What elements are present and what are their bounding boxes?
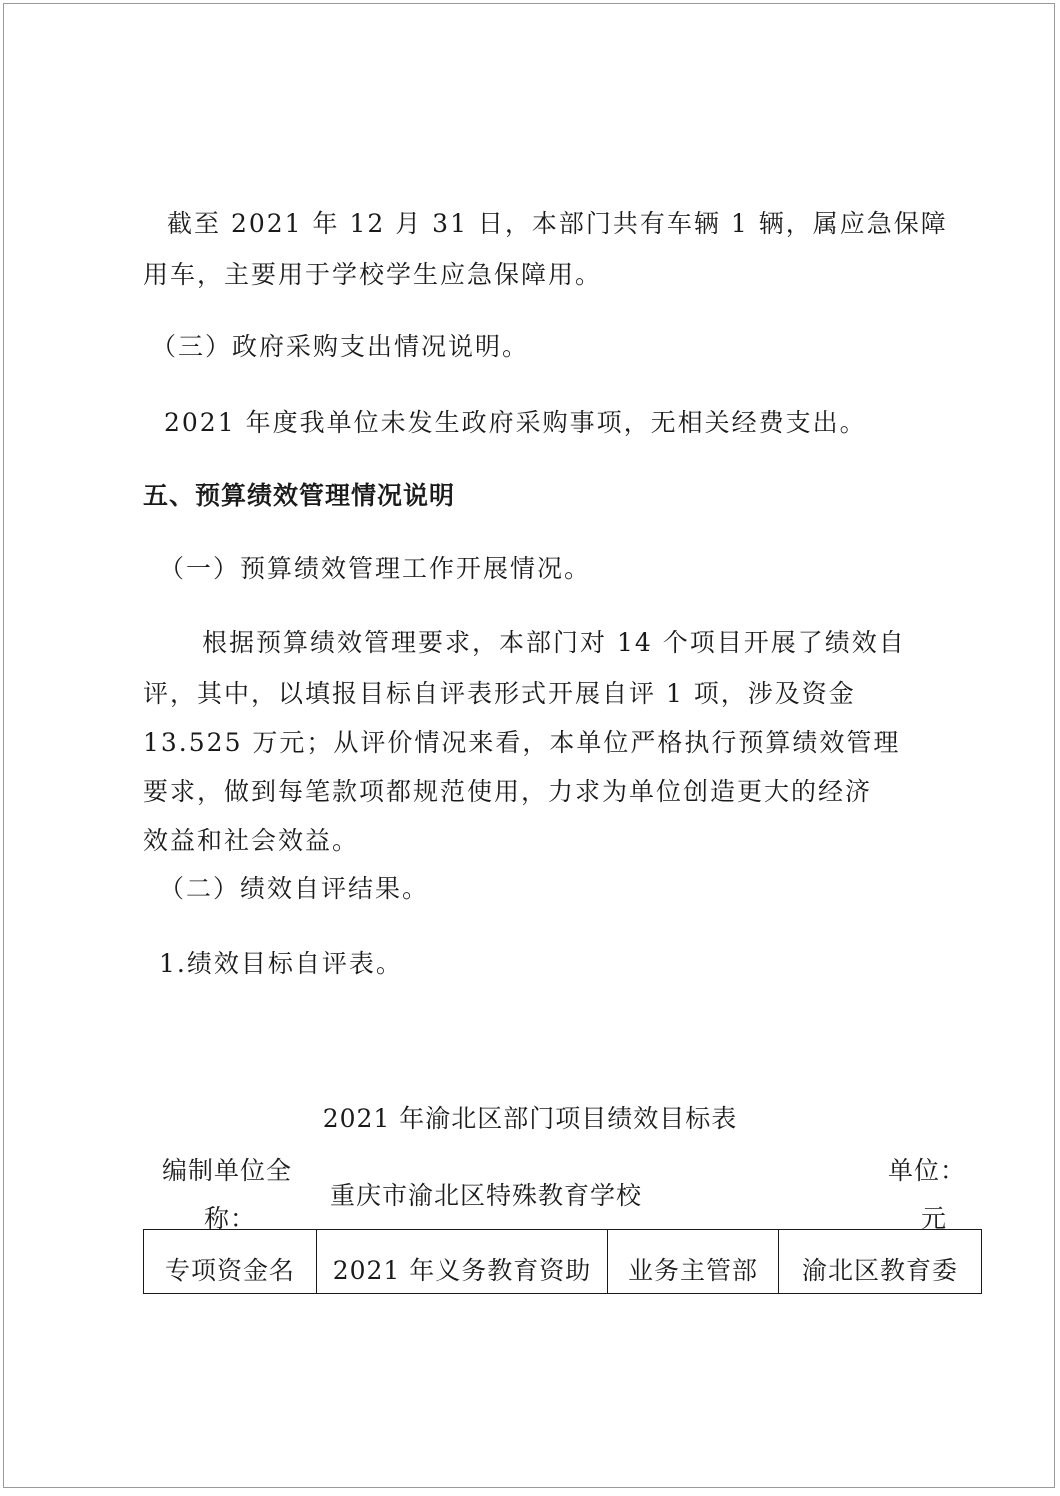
procurement-heading: （三）政府采购支出情况说明。 xyxy=(151,332,530,361)
section-5-heading: 五、预算绩效管理情况说明 xyxy=(143,481,456,510)
item-1-text: 1.绩效目标自评表。 xyxy=(159,949,403,978)
table-cell xyxy=(317,1230,608,1294)
table-cell xyxy=(779,1230,982,1294)
document-page xyxy=(3,3,1055,1488)
table-cell xyxy=(144,1230,317,1294)
table-cell xyxy=(608,1230,779,1294)
cell-fund-name-label: 专项资金名 xyxy=(164,1256,295,1285)
unit-label-line-1: 编制单位全 xyxy=(162,1156,293,1185)
subsection-1-heading: （一）预算绩效管理工作开展情况。 xyxy=(159,554,592,583)
performance-paragraph-line-5: 效益和社会效益。 xyxy=(143,826,360,855)
cell-department-value: 渝北区教育委 xyxy=(801,1256,958,1285)
performance-paragraph-line-3: 13.525 万元；从评价情况来看，本单位严格执行预算绩效管理 xyxy=(143,728,901,757)
unit-name: 重庆市渝北区特殊教育学校 xyxy=(330,1181,643,1210)
procurement-paragraph: 2021 年度我单位未发生政府采购事项，无相关经费支出。 xyxy=(164,408,867,437)
table-row xyxy=(144,1230,982,1294)
vehicle-paragraph-line-2: 用车，主要用于学校学生应急保障用。 xyxy=(143,260,603,289)
subsection-2-heading: （二）绩效自评结果。 xyxy=(159,874,430,903)
unit-label-line-2: 称： xyxy=(204,1204,257,1233)
currency-label-line-1: 单位： xyxy=(888,1156,967,1185)
cell-fund-name-value: 2021 年义务教育资助 xyxy=(332,1256,592,1285)
performance-goal-table xyxy=(143,1229,982,1294)
currency-label-line-2: 元 xyxy=(921,1204,948,1233)
performance-paragraph-line-2: 评，其中，以填报目标自评表形式开展自评 1 项，涉及资金 xyxy=(143,679,856,708)
vehicle-paragraph-line-1: 截至 2021 年 12 月 31 日，本部门共有车辆 1 辆，属应急保障 xyxy=(167,209,948,238)
table-title: 2021 年渝北区部门项目绩效目标表 xyxy=(322,1104,738,1133)
performance-paragraph-line-1: 根据预算绩效管理要求，本部门对 14 个项目开展了绩效自 xyxy=(202,628,906,657)
cell-department-label: 业务主管部 xyxy=(627,1256,758,1285)
performance-paragraph-line-4: 要求，做到每笔款项都规范使用，力求为单位创造更大的经济 xyxy=(143,777,873,806)
